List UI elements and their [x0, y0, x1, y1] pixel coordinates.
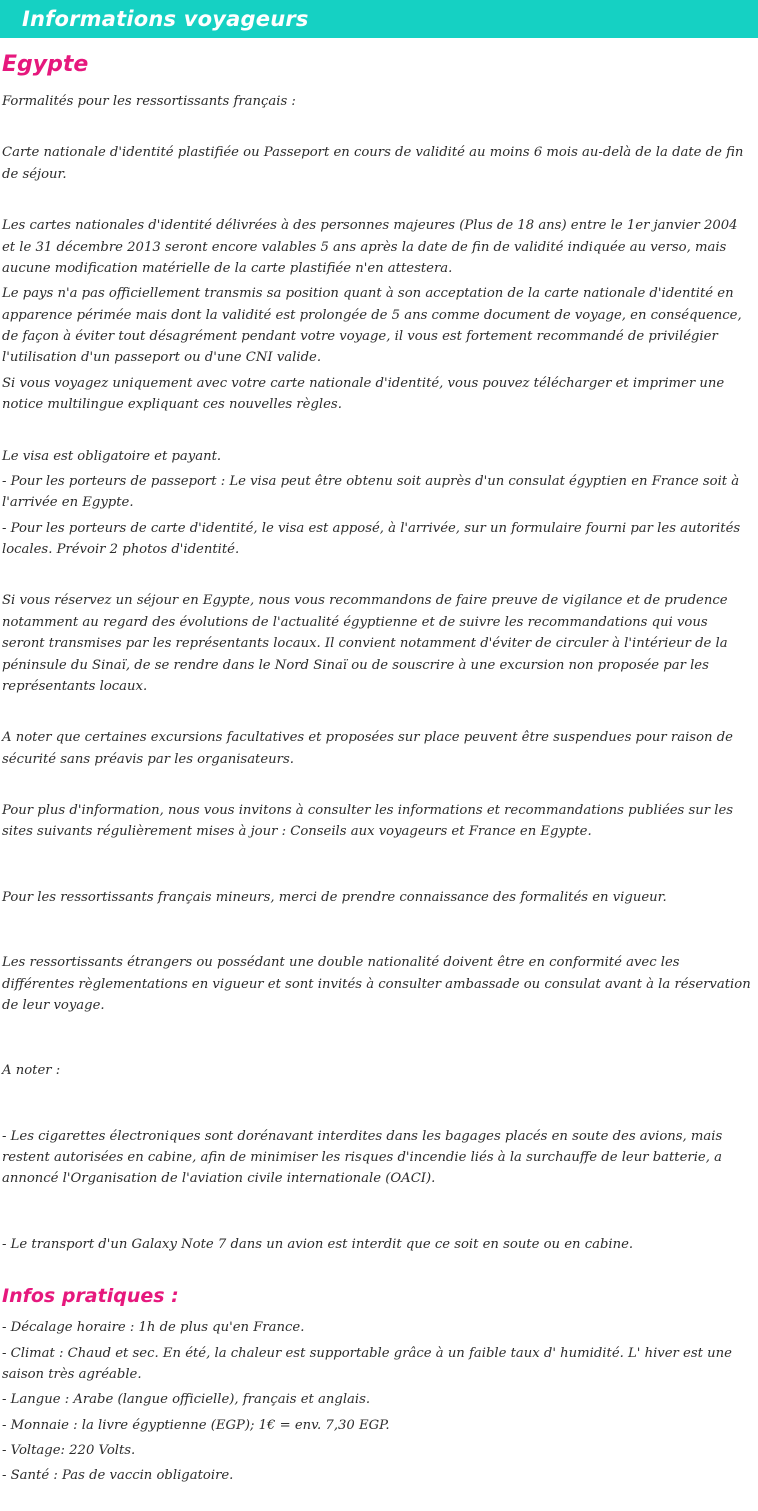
practical-info-item: - Climat : Chaud et sec. En été, la chaleur est supportable grâce à un faible taux d' humidité. L' hiver est une saison très agréable.	[2, 1345, 732, 1382]
practical-info-item: - Santé : Pas de vaccin obligatoire.	[2, 1468, 234, 1484]
practical-info-item: - Monnaie : la livre égyptienne (EGP); 1€ = env. 7,30 EGP.	[2, 1417, 390, 1433]
paragraph: Carte nationale d'identité plastifiée ou Passeport en cours de validité au moins 6 mois au-delà de la date de fin de séjour.	[2, 145, 744, 182]
paragraph: - Le transport d'un Galaxy Note 7 dans un avion est interdit que ce soit en soute ou en cabine.	[2, 1236, 634, 1252]
paragraph: Les ressortissants étrangers ou possédant une double nationalité doivent être en conformité avec les différentes règlementations en vigueur et sont invités à consulter ambassade ou consulat avant à la réservation de leur voyage.	[2, 955, 751, 1013]
paragraph: A noter que certaines excursions facultatives et proposées sur place peuvent être suspendues pour raison de sécurité sans préavis par les organisateurs.	[2, 730, 733, 767]
practical-info-item: - Langue : Arabe (langue officielle), français et anglais.	[2, 1392, 371, 1408]
paragraph: A noter :	[2, 1063, 61, 1079]
page-header	[0, 0, 758, 38]
paragraph: - Les cigarettes électroniques sont dorénavant interdites dans les bagages placés en soute des avions, mais restent autorisées en cabine, afin de minimiser les risques d'incendie liés à la surchauffe de leur batterie, a annoncé l'Organisation de l'aviation civile internationale (OACI).	[2, 1128, 723, 1187]
practical-info-list	[2, 1317, 754, 1487]
paragraph: Le visa est obligatoire et payant.	[2, 448, 222, 464]
paragraph-list	[2, 91, 754, 1255]
paragraph: Les cartes nationales d'identité délivrées à des personnes majeures (Plus de 18 ans) entre le 1er janvier 2004 et le 31 décembre 2013 seront encore valables 5 ans après la date de fin de validité indiquée au verso, mais aucune modification matérielle de la carte plastifiée n'en attestera.	[2, 218, 738, 276]
paragraph: Le pays n'a pas officiellement transmis sa position quant à son acceptation de la carte nationale d'identité en apparence périmée mais dont la validité est prolongée de 5 ans comme document de voyage, en conséquence, de façon à éviter tout désagrément pendant votre voyage, il vous est fortement recommandé de privilégier l'utilisation d'un passeport ou d'une CNI valide.	[2, 286, 742, 366]
paragraph: - Pour les porteurs de passeport : Le visa peut être obtenu soit auprès d'un consulat égyptien en France soit à l'arrivée en Egypte.	[2, 473, 740, 511]
document-content	[0, 38, 758, 1511]
practical-info-item: - Décalage horaire : 1h de plus qu'en France.	[2, 1320, 305, 1336]
destination-heading: Egypte	[2, 52, 89, 77]
paragraph: - Pour les porteurs de carte d'identité, le visa est apposé, à l'arrivée, sur un formulaire fourni par les autorités locales. Prévoir 2 photos d'identité.	[2, 520, 741, 557]
practical-info-heading: Infos pratiques :	[2, 1285, 179, 1308]
paragraph: Pour plus d'information, nous vous invitons à consulter les informations et recommandations publiées sur les sites suivants régulièrement mises à jour : Conseils aux voyageurs et France en Egypte.	[2, 803, 734, 840]
paragraph: Pour les ressortissants français mineurs, merci de prendre connaissance des formalités en vigueur.	[2, 889, 667, 905]
practical-info-item: - Voltage: 220 Volts.	[2, 1443, 136, 1458]
paragraph: Si vous réservez un séjour en Egypte, nous vous recommandons de faire preuve de vigilance et de prudence notamment au regard des évolutions de l'actualité égyptienne et de suivre les recommandations qui vous seront transmises par les représentants locaux. Il convient notamment d'éviter de circuler à l'intérieur de la péninsule du Sinaï, de se rendre dans le Nord Sinaï ou de souscrire à une excursion non proposée par les représentants locaux.	[2, 593, 728, 694]
paragraph: Si vous voyagez uniquement avec votre carte nationale d'identité, vous pouvez télécharger et imprimer une notice multilingue expliquant ces nouvelles règles.	[2, 375, 725, 413]
page-title: Informations voyageurs	[22, 7, 309, 31]
paragraph: Formalités pour les ressortissants français :	[2, 94, 296, 109]
